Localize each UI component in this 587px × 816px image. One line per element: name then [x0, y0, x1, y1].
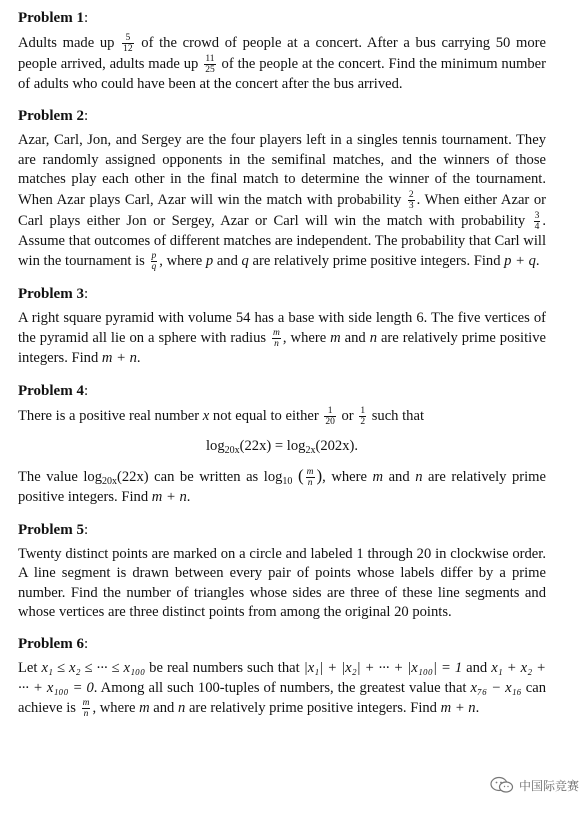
fraction: $\frac{1}{20}$: [325, 405, 335, 427]
problem-5: [18, 520, 546, 623]
problem-text: A right square pyramid with volume 54 has a base with side length 6. The five vertices of the pyramid all lie on a sphere with radius $\frac{m}{n}$ , where m and n are relatively prime positive integers. Find m + n.: [18, 310, 546, 367]
problem-text: Twenty distinct points are marked on a circle and labeled 1 through 20 in clockwise order. A line segment is drawn between every pair of points whose labels differ by a prime number. Find the number of triangles whose sides are three of these line segments and whose vertices are three distinct points from among the original 20 points.: [18, 545, 546, 621]
problem-text: Azar, Carl, Jon, and Sergey are the four players left in a singles tennis tournament. They are randomly assigned opponents in the semifinal matches, and the winners of those matches play each other in the final match to determine the winner of the tournament. When Azar plays Carl, Azar will win the match with probability $\frac{2}{3}$ . When either Azar or Carl plays either Jon or Sergey, Azar or Carl will win the match with probability $\frac{3}{4}$ . Assume that outcomes of different matches are independent. The probability that Carl will win the tournament is $\frac{p}{q}$ , where p and q are relatively prime positive integers. Find p + q.: [18, 132, 546, 273]
fraction: $\frac{m}{n}$: [306, 467, 314, 489]
fraction: $\frac{p}{q}$: [151, 251, 157, 273]
fraction: $\frac{m}{n}$: [273, 328, 280, 350]
problem-title: Problem 1:: [18, 10, 89, 26]
display-equation: $\log_{20x}(22x) = \log_{2x}(202x)$.: [205, 437, 359, 456]
document-page: [18, 8, 546, 731]
problem-title: Problem 3:: [18, 286, 89, 303]
watermark-text: 中国际竞赛: [518, 778, 579, 793]
problem-2: [18, 106, 546, 272]
fraction: $\frac{5}{12}$: [123, 33, 133, 54]
fraction: $\frac{3}{4}$: [534, 210, 540, 232]
problem-text: Let x₁ ≤ x₂ ≤ ··· ≤ x₁₀₀ be real numbers such that |x₁| + |x₂| + ··· + |x₁₀₀| = 1 and x₁ + x₂ + ··· + x₁₀₀ = 0. Among all such 100-tuples of numbers, the greatest value that x₇₆ − x₁₆ can achieve is $\frac{m}{n}$ , where m and n are relatively prime positive integers. Find m + n.: [18, 660, 546, 720]
problem-3: [18, 284, 546, 369]
problem-title: Problem 4:: [18, 382, 89, 399]
problem-title: Problem 5:: [18, 521, 89, 538]
problem-text: Adults made up $\frac{5}{12}$ of the crowd of people at a concert. After a bus carrying 50 more people arrived, adults made up $\frac{11}{25}$ of the people at the concert. Find the minimum number of adults who could have been at the concert after the bus arrived.: [18, 33, 546, 92]
fraction: $\frac{m}{n}$: [82, 698, 90, 720]
problem-text: There is a positive real number x not equal to either $\frac{1}{20}$ or $\frac{1}{2}$ such that: [18, 405, 425, 427]
problem-title: Problem 6:: [18, 636, 89, 653]
wechat-icon: [489, 776, 515, 794]
watermark: [489, 776, 579, 794]
fraction: $\frac{2}{3}$: [408, 189, 414, 211]
problem-1: [18, 8, 546, 94]
problem-text: The value $\log_{20x}(22x)$ can be written as $\log_{10}$ ( $\frac{m}{n}$ ), where m and n are relatively prime positive integers. Find m + n.: [18, 466, 547, 506]
problem-4: [18, 381, 546, 508]
problem-title: Problem 2:: [18, 108, 89, 125]
fraction: $\frac{1}{2}$: [360, 405, 366, 427]
fraction: $\frac{11}{25}$: [205, 54, 215, 75]
problem-6: [18, 634, 546, 719]
